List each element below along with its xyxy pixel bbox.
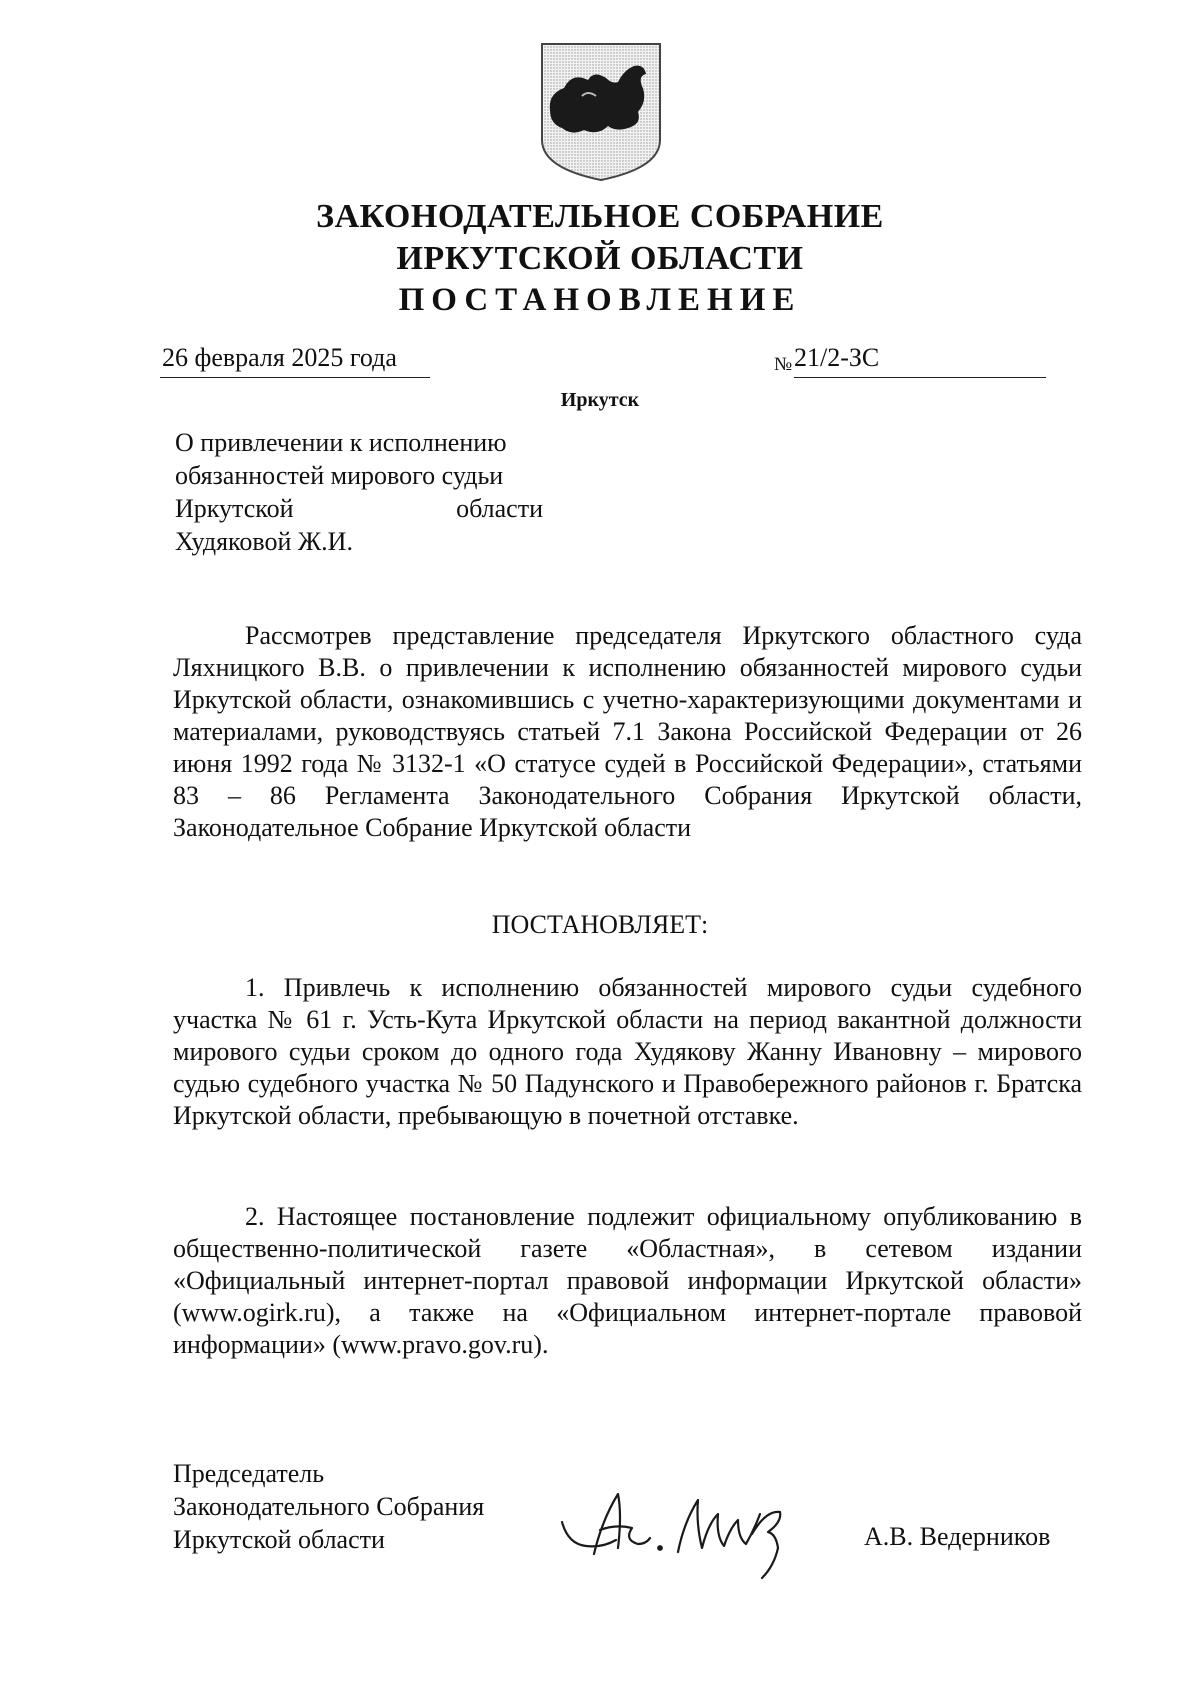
signatory-title-line-2: Законодательного Собрания xyxy=(173,1492,485,1521)
preamble-paragraph: Рассмотрев представление председателя Иркутского областного суда Ляхницкого В.В. о привлечении к исполнению обязанностей мирового судьи Иркутской области, ознакомившись с учетно-характеризующими документами и материалами, руководствуясь статьей 7.1 Закона Российской Федерации от 26 июня 1992 года № 3132-1 «О статусе судей в Российской Федерации», статьями 83 – 86 Регламента Законодательного Собрания Иркутской области, Законодательное Собрание Иркутской области xyxy=(173,621,1082,842)
handwritten-signature xyxy=(556,1474,816,1584)
subject-line-2: обязанностей мирового судьи xyxy=(175,461,504,490)
city: Иркутск xyxy=(560,389,640,411)
document-date-field xyxy=(160,341,430,378)
resolution-item-1: 1. Привлечь к исполнению обязанностей мирового судьи судебного участка № 61 г. Усть-Кута Иркутской области на период вакантной должности мирового судьи сроком до одного года Худякову Жанну Ивановну – мирового судью судебного участка № 50 Падунского и Правобережного районов г. Братска Иркутской области, пребывающую в почетной отставке. xyxy=(173,973,1082,1130)
document-date: 26 февраля 2025 года xyxy=(162,343,397,372)
resolution-item-2: 2. Настоящее постановление подлежит официальному опубликованию в общественно-политической газете «Областная», в сетевом издании «Официальный интернет-портал правовой информации Иркутской области» (www.ogirk.ru), а также на «Официальном интернет-портале правовой информации» (www.pravo.gov.ru). xyxy=(173,1202,1082,1359)
document-type: ПОСТАНОВЛЕНИЕ xyxy=(398,282,802,318)
signatory-title-line-1: Председатель xyxy=(173,1459,325,1488)
resolves-heading: ПОСТАНОВЛЯЕТ: xyxy=(491,910,709,939)
coat-of-arms-icon xyxy=(538,40,664,182)
document-number: 21/2-ЗС xyxy=(794,343,880,372)
org-name-line1: ЗАКОНОДАТЕЛЬНОЕ СОБРАНИЕ xyxy=(316,198,884,235)
signatory-title-line-3: Иркутской области xyxy=(173,1525,385,1554)
document-number-field xyxy=(794,341,1046,378)
number-sign: № xyxy=(774,354,793,375)
document-subject xyxy=(175,426,543,558)
subject-line-1: О привлечении к исполнению xyxy=(175,428,507,457)
subject-line-3: Иркутской области xyxy=(175,494,543,523)
signatory-title xyxy=(173,1457,484,1556)
signatory-name: А.В. Ведерников xyxy=(864,1522,1051,1551)
org-name-line2: ИРКУТСКОЙ ОБЛАСТИ xyxy=(396,240,804,277)
subject-line-4: Худяковой Ж.И. xyxy=(175,527,353,556)
